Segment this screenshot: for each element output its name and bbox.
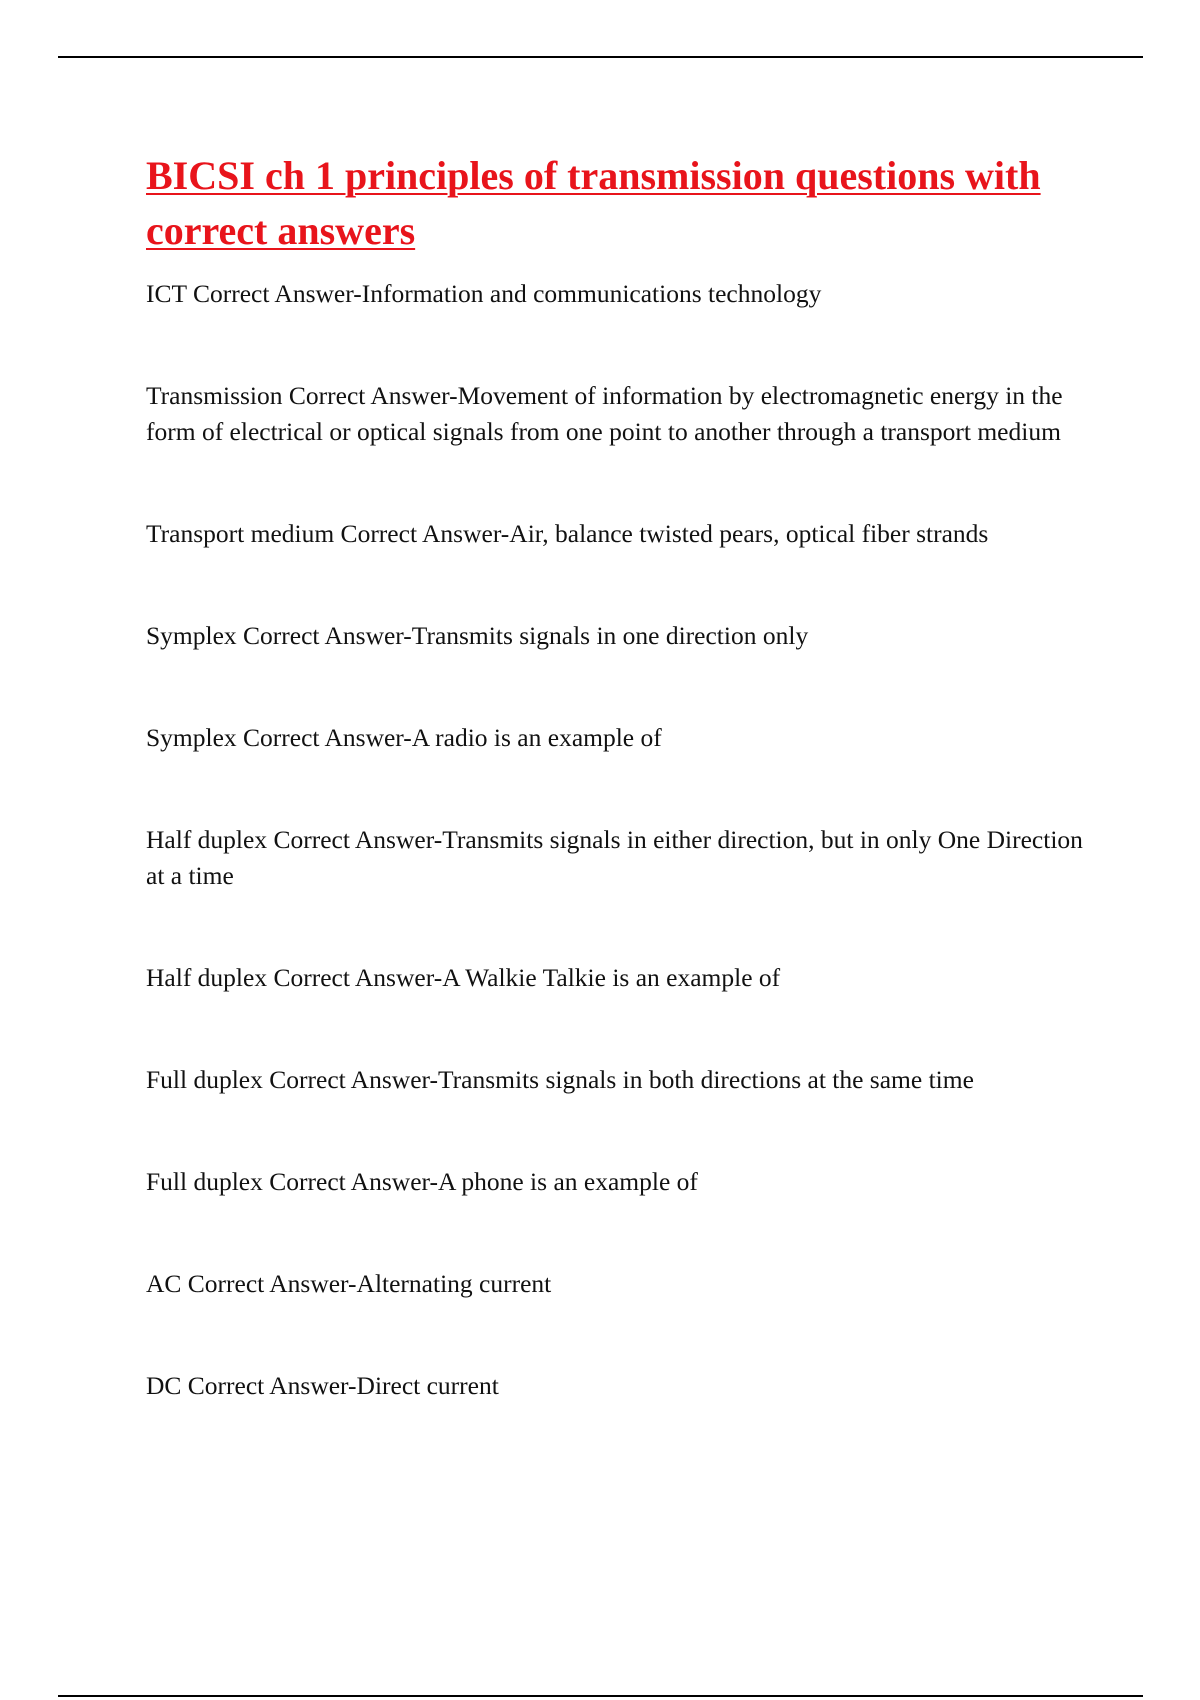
qa-item: Transport medium Correct Answer-Air, balance twisted pears, optical fiber strands [146, 519, 989, 548]
qa-item: AC Correct Answer-Alternating current [146, 1269, 552, 1298]
qa-item: Symplex Correct Answer-A radio is an example of [146, 723, 662, 752]
qa-item: Full duplex Correct Answer-Transmits signals in both directions at the same time [146, 1065, 974, 1094]
qa-item: Full duplex Correct Answer-A phone is an example of [146, 1167, 698, 1196]
bottom-rule [58, 1695, 1143, 1697]
qa-item: DC Correct Answer-Direct current [146, 1371, 499, 1400]
qa-item: Half duplex Correct Answer-Transmits signals in either direction, but in only One Direction at a time [146, 825, 1083, 890]
document-body [146, 148, 1106, 1470]
qa-item: Half duplex Correct Answer-A Walkie Talkie is an example of [146, 963, 781, 992]
qa-item: Symplex Correct Answer-Transmits signals in one direction only [146, 621, 809, 650]
qa-item: Transmission Correct Answer-Movement of information by electromagnetic energy in the form of electrical or optical signals from one point to another through a transport medium [146, 381, 1063, 446]
document-title: BICSI ch 1 principles of transmission questions with correct answers [146, 153, 1041, 253]
qa-item: ICT Correct Answer-Information and communications technology [146, 279, 822, 308]
top-rule [58, 56, 1143, 58]
